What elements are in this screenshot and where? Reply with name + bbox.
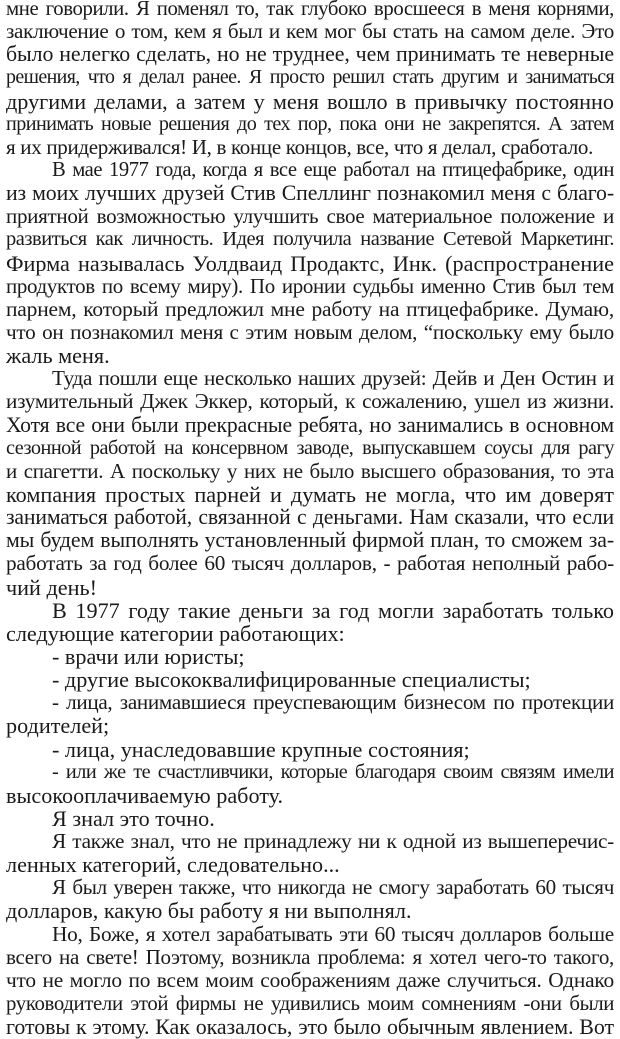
body-text [6,0,614,1038]
text-line: всего на свете! Поэтому, возникла проблема: я хотел чего-то такого, [6,944,614,969]
text-line: мне говорили. Я поменял то, так глубоко вросшееся в меня корнями, [6,0,614,20]
text-line: жаль меня. [6,343,110,369]
text-line: заключение о том, кем я был и кем мог бы стать на самом деле. Это [6,19,614,44]
text-line: Я знал это точно. [52,805,215,831]
text-line: что он познакомил меня с этим новым делом, “поскольку ему было [6,319,614,344]
text-line: было нелегко сделать, но не труднее, чем принимать те неверные [6,42,614,67]
text-line: сезонной работой на консервном заводе, выпускавшем соусы для рагу [6,436,614,459]
text-line: Я также знал, что не принадлежу ни к одной из вышеперечис- [52,829,614,854]
text-line: ленных категорий, следовательно... [6,852,340,878]
text-line: из моих лучших друзей Стив Спеллинг познакомил меня с благо- [6,181,614,206]
text-line: - лица, занимавшиеся преуспевающим бизнесом по протекции [52,690,614,715]
text-line: мы будем выполнять установленный фирмой план, то сможем за- [6,528,614,553]
text-line: В мае 1977 года, когда я все еще работал на птицефабрике, один [52,158,614,181]
text-line: что не могло по всем моим соображениям даже случиться. Однако [6,967,614,992]
text-line: чий день! [6,574,97,600]
text-line: долларов, какую бы работу я ни выполнял. [6,898,412,924]
text-line: - или же те счастливчики, которые благодаря своим связям имели [52,760,614,783]
text-line: принимать новые решения до тех пор, пока они не закрепятся. А затем [6,112,614,135]
text-line: компания простых парней и думать не могла, что им доверят [6,481,614,507]
text-line: развиться как личность. Идея получила название Сетевой Маркетинг. [6,228,614,251]
text-line: парнем, который предложил мне работу на птицефабрике. Думаю, [6,296,614,321]
text-line: родителей; [6,713,110,739]
text-line: Фирма называлась Уолдваид Продактс, Инк. (распространение [6,250,614,276]
text-line: заниматься работой, связанной с деньгами. Нам сказали, что если [6,505,614,530]
text-line: Хотя все они были прекрасные ребята, но занимались в основном [6,412,614,437]
text-line: приятной возможностью улучшить свое материальное положение и [6,204,614,229]
text-line: изумительный Джек Эккер, который, к сожалению, ушел из жизни. [6,389,614,414]
text-line: высокооплачиваемую работу. [6,782,284,808]
text-line: - лица, унаследовавшие крупные состояния; [52,736,470,762]
text-line: я их придерживался! И, в конце концов, все, что я делал, сработало. [6,134,594,159]
text-line: продуктов по всему миру). По иронии судьбы именно Стив был тем [6,273,614,298]
text-line: следующие категории работающих: [6,620,345,646]
text-line: решения, что я делал ранее. Я просто решил стать другим и заниматься [6,66,614,89]
text-line: работать за год более 60 тысяч долларов, - работая неполный рабо- [6,551,614,576]
text-line: Туда пошли еще несколько наших друзей: Дейв и Ден Остин и [52,366,614,391]
text-line: - врачи или юристы; [52,643,245,669]
text-line: Но, Боже, я хотел зарабатывать эти 60 тысяч долларов больше [52,921,614,946]
text-line: В 1977 году такие деньги за год могли заработать только [52,597,614,623]
text-line: руководители этой фирмы не удивились моим сомнениям -они были [6,991,614,1016]
text-line: другими делами, а затем у меня вошло в привычку постоянно [6,88,614,114]
text-line: готовы к этому. Как оказалось, это было обычным явлением. Вот [6,1014,614,1039]
text-line: Я был уверен также, что никогда не смогу заработать 60 тысяч [52,875,614,900]
text-line: и спагетти. А поскольку у них не было высшего образования, то эта [6,458,614,483]
text-line: - другие высококвалифицированные специалисты; [52,667,531,693]
